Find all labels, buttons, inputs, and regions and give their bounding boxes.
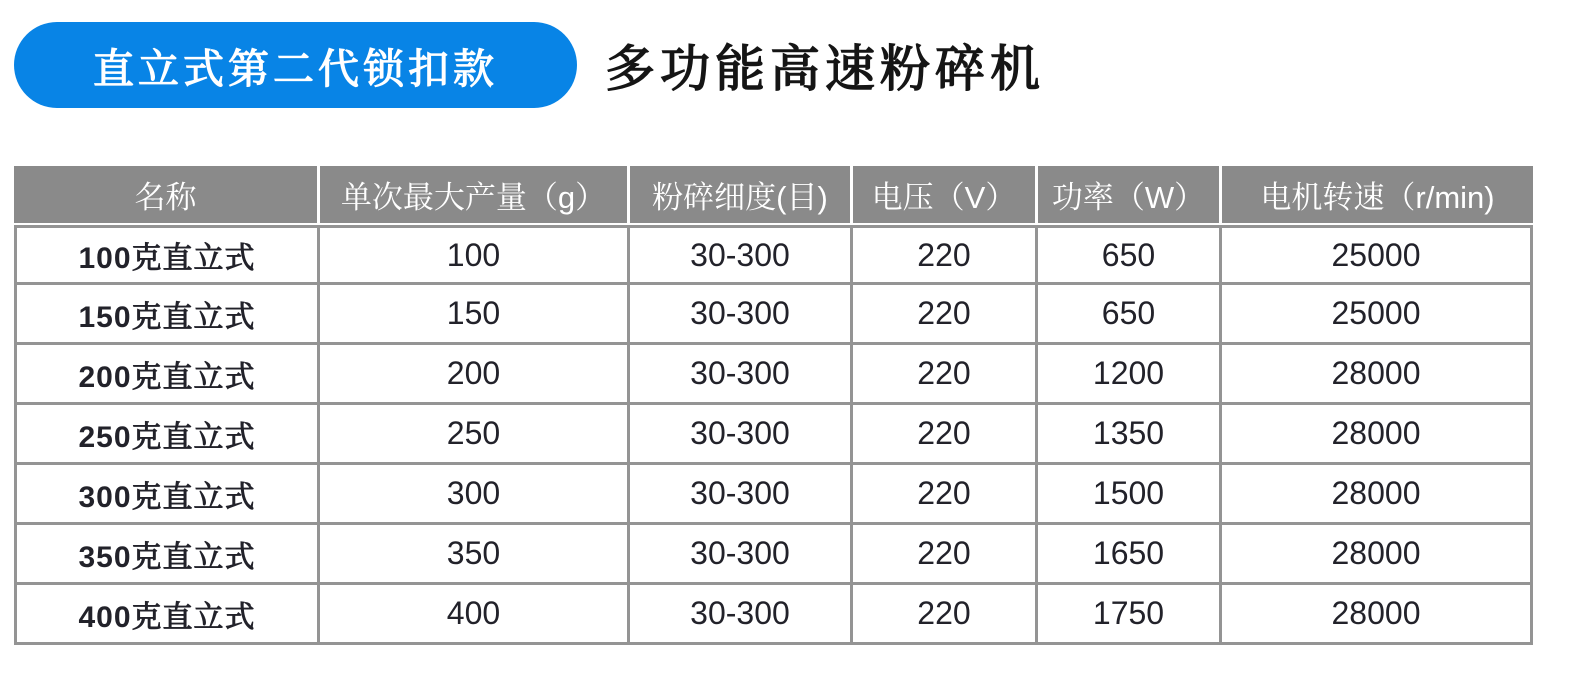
row-name-cell: 350克直立式 [14,525,320,585]
table-cell: 30-300 [630,525,853,585]
page-header [14,22,1572,108]
table-row [14,345,1533,405]
table-cell: 400 [320,585,630,645]
column-header-3: 电压（V） [853,166,1038,225]
table-cell: 220 [853,465,1038,525]
model-badge-label: 直立式第二代锁扣款 [93,45,498,92]
table-cell: 1350 [1038,405,1222,465]
table-cell: 650 [1038,225,1222,285]
column-header-4: 功率（W） [1038,166,1222,225]
model-badge [14,22,577,108]
table-cell: 300 [320,465,630,525]
table-cell: 220 [853,225,1038,285]
table-cell: 30-300 [630,405,853,465]
table-cell: 28000 [1222,525,1533,585]
table-cell: 250 [320,405,630,465]
row-name-cell: 300克直立式 [14,465,320,525]
page-title: 多功能高速粉碎机 [605,41,1045,97]
spec-table-body [14,225,1533,645]
table-row [14,285,1533,345]
row-name-cell: 150克直立式 [14,285,320,345]
table-cell: 1650 [1038,525,1222,585]
table-cell: 30-300 [630,345,853,405]
table-cell: 220 [853,525,1038,585]
table-cell: 220 [853,585,1038,645]
table-cell: 28000 [1222,405,1533,465]
table-cell: 100 [320,225,630,285]
table-row [14,465,1533,525]
table-cell: 1750 [1038,585,1222,645]
column-header-0: 名称 [14,166,320,225]
table-cell: 650 [1038,285,1222,345]
table-cell: 350 [320,525,630,585]
table-cell: 220 [853,405,1038,465]
table-cell: 30-300 [630,285,853,345]
table-cell: 28000 [1222,465,1533,525]
table-cell: 200 [320,345,630,405]
table-cell: 1500 [1038,465,1222,525]
table-cell: 1200 [1038,345,1222,405]
spec-table-header-row [14,166,1533,225]
column-header-2: 粉碎细度(目) [630,166,853,225]
column-header-1: 单次最大产量（g） [320,166,630,225]
table-cell: 25000 [1222,285,1533,345]
row-name-cell: 400克直立式 [14,585,320,645]
table-row [14,585,1533,645]
table-row [14,525,1533,585]
row-name-cell: 200克直立式 [14,345,320,405]
spec-table [14,166,1533,645]
table-row [14,225,1533,285]
table-cell: 28000 [1222,345,1533,405]
row-name-cell: 250克直立式 [14,405,320,465]
table-cell: 30-300 [630,585,853,645]
table-cell: 28000 [1222,585,1533,645]
table-cell: 30-300 [630,225,853,285]
table-cell: 30-300 [630,465,853,525]
row-name-cell: 100克直立式 [14,225,320,285]
column-header-5: 电机转速（r/min) [1222,166,1533,225]
table-cell: 150 [320,285,630,345]
table-cell: 220 [853,345,1038,405]
table-row [14,405,1533,465]
table-cell: 25000 [1222,225,1533,285]
table-cell: 220 [853,285,1038,345]
